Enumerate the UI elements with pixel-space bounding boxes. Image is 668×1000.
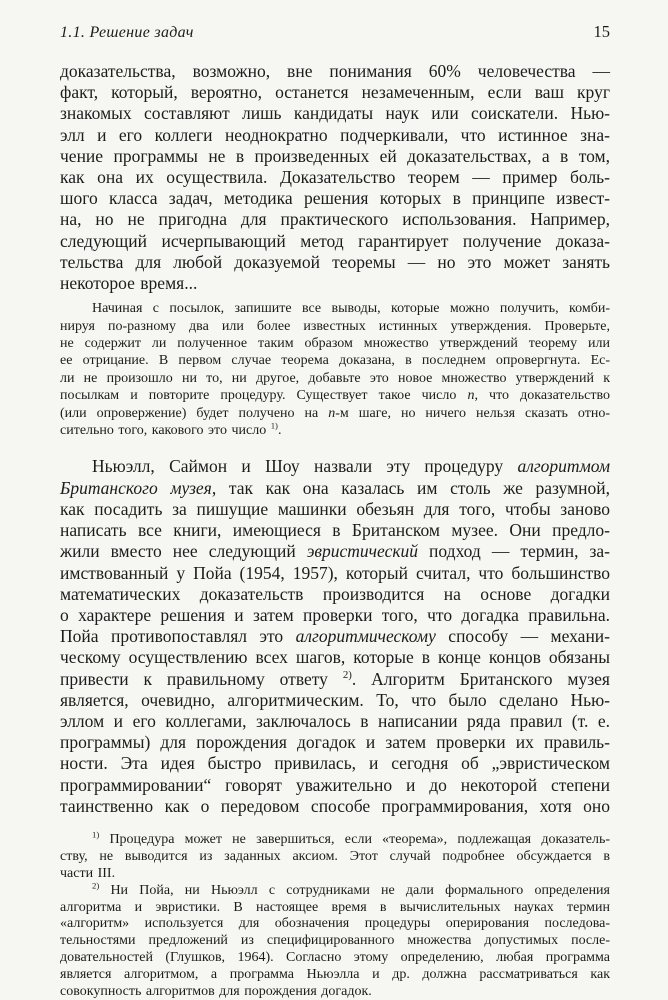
text-segment: следующий исчерпывающий метод гарантирует получение доказа- bbox=[60, 230, 610, 251]
text-line bbox=[60, 647, 610, 668]
text-line bbox=[60, 753, 610, 774]
italic-term: алгоритмом bbox=[517, 456, 610, 477]
footnote-2 bbox=[60, 880, 610, 1000]
text-line bbox=[60, 125, 610, 146]
italic-term: n bbox=[467, 388, 475, 404]
text-segment: совокупность алгоритмов для порождения догадок. bbox=[60, 984, 372, 1000]
text-segment: некоторое время... bbox=[60, 273, 198, 294]
text-line bbox=[60, 933, 610, 950]
text-line bbox=[60, 732, 610, 753]
text-segment: нируя по-разному два или более известных истинных утверждения. Проверьте, bbox=[60, 318, 610, 334]
text-segment: на, но не пригодна для практического использования. Например, bbox=[60, 209, 610, 230]
text-segment: Процедура может не завершиться, если «теорема», подлежащая доказатель- bbox=[99, 831, 610, 847]
italic-term: Британского музея bbox=[60, 477, 212, 498]
text-segment: является алгоритмом, а программа Ньюэлла и др. должна рассматриваться как bbox=[60, 967, 610, 983]
text-segment: эллом и его коллегами, заключалось в написании ряда правил (т. е. bbox=[60, 710, 610, 731]
block-quote bbox=[60, 300, 610, 439]
text-line bbox=[60, 626, 610, 647]
text-line bbox=[60, 370, 610, 387]
text-segment: имствованный у Пойа (1954, 1957), который считал, что большинство bbox=[60, 562, 610, 583]
text-line bbox=[60, 318, 610, 335]
text-segment: ческому осуществлению всех шагов, которые в конце концов обязаны bbox=[60, 647, 610, 668]
text-line bbox=[60, 520, 610, 541]
text-segment: Пойа противопоставлял это bbox=[60, 626, 296, 647]
text-line bbox=[60, 273, 610, 294]
text-line bbox=[60, 422, 610, 439]
text-line bbox=[60, 188, 610, 209]
text-segment: элл и его коллеги неоднократно подчеркивали, что истинное зна- bbox=[60, 124, 610, 145]
text-segment: является, очевидно, алгоритмическим. То, что было сделано Нью- bbox=[60, 689, 610, 710]
text-line bbox=[60, 335, 610, 352]
text-segment: сительно того, какового это число bbox=[60, 423, 271, 439]
text-line bbox=[60, 387, 610, 404]
text-segment: как она их осуществила. Доказательство теорем — пример боль- bbox=[60, 167, 610, 188]
page-number: 15 bbox=[593, 22, 610, 41]
paragraph-1 bbox=[60, 61, 610, 294]
text-segment: алгоритма и эвристики. В настоящее время в вычислительных науках термин bbox=[60, 899, 610, 915]
text-line bbox=[60, 252, 610, 273]
text-segment: ее отрицание. В первом случае теорема доказана, в последнем опровергнута. Ес- bbox=[60, 353, 610, 369]
text-segment: привести к правильному ответу bbox=[60, 668, 343, 689]
text-line bbox=[60, 61, 610, 82]
text-segment: , что доказательство bbox=[474, 388, 610, 404]
text-segment: не содержит ли полученное таким образом множество утверждений теорему или bbox=[60, 336, 610, 352]
text-segment: таинственно как о передовом способе программирования, хотя оно bbox=[60, 795, 610, 816]
text-segment: Ни Пойа, ни Ньюэлл с сотрудниками не дали формального определения bbox=[99, 882, 610, 898]
text-line bbox=[60, 103, 610, 124]
text-line bbox=[60, 900, 610, 917]
text-segment: доказательства, возможно, вне понимания 60% человечества — bbox=[60, 61, 610, 81]
text-segment: (или опровержение) будет получено на bbox=[60, 405, 329, 421]
text-line bbox=[60, 541, 610, 562]
italic-term: эвристический bbox=[306, 541, 419, 562]
text-line bbox=[60, 146, 610, 167]
text-line bbox=[60, 300, 610, 317]
text-line bbox=[60, 796, 610, 817]
text-line bbox=[60, 478, 610, 499]
text-segment: ности. Эта идея быстро привилась, и сегодня об „эвристическом bbox=[60, 753, 610, 774]
text-line bbox=[60, 405, 610, 422]
text-segment: «алгоритм» используется для обозначения процедуры оперирования последова- bbox=[60, 916, 610, 932]
text-line bbox=[60, 690, 610, 711]
footnote-marker: 2) bbox=[342, 668, 352, 681]
text-line bbox=[60, 984, 610, 1000]
text-segment: способу — механи- bbox=[435, 626, 611, 647]
text-segment: написать все книги, имеющиеся в Британском музее. Они предло- bbox=[60, 520, 610, 541]
text-segment: чение программы не в произведенных ей доказательствах, а в том, bbox=[60, 145, 610, 166]
text-line bbox=[60, 352, 610, 369]
text-segment: Начиная с посылок, запишите все выводы, которые можно получить, комби- bbox=[92, 301, 610, 317]
text-line bbox=[60, 880, 610, 900]
text-segment: жили вместо нее следующий bbox=[60, 541, 307, 562]
footnote-marker: 1) bbox=[270, 420, 278, 431]
text-segment: программировании“ говорят уважительно и до некоторой степени bbox=[60, 774, 610, 795]
text-line bbox=[60, 82, 610, 103]
italic-term: алгоритмическому bbox=[295, 626, 436, 647]
text-line bbox=[60, 669, 610, 690]
text-segment: факт, который, вероятно, останется незамеченным, если ваш круг bbox=[60, 82, 610, 103]
text-segment: Ньюэлл, Саймон и Шоу назвали эту процедуру bbox=[92, 456, 518, 477]
text-segment: знакомых составляют лишь кандидаты наук или соискатели. Нью- bbox=[60, 103, 610, 124]
text-line bbox=[60, 950, 610, 967]
text-line bbox=[60, 456, 610, 477]
text-segment: шого класса задач, методика решения которых в принципе извест- bbox=[60, 188, 610, 209]
text-segment: как посадить за пишущие машинки обезьян для того, чтобы заново bbox=[60, 498, 610, 519]
text-segment: тельностями предложений из специфицированного множества допустимых после- bbox=[60, 933, 610, 949]
footnote-1 bbox=[60, 829, 610, 883]
page-content bbox=[60, 61, 610, 1000]
text-segment: -м шаге, но ничего нельзя сказать отно- bbox=[335, 405, 611, 421]
page-header bbox=[60, 22, 610, 43]
text-segment: довательностей (Глушков, 1964). Согласно этому определению, любая программа bbox=[60, 950, 610, 966]
paragraph-2 bbox=[60, 456, 610, 816]
text-line bbox=[60, 209, 610, 230]
text-line bbox=[60, 829, 610, 849]
text-segment: , так как она казалась им столь же разумной, bbox=[211, 477, 610, 498]
text-segment: ли не произошло ни то, ни другое, добавьте это новое множество утверждений к bbox=[60, 370, 610, 386]
text-segment: математических доказательств производится на основе догадки bbox=[60, 583, 610, 604]
text-line bbox=[60, 849, 610, 866]
text-segment: . Алгоритм Британского музея bbox=[351, 668, 610, 689]
text-line bbox=[60, 167, 610, 188]
text-line bbox=[60, 499, 610, 520]
running-head: 1.1. Решение задач bbox=[60, 24, 194, 41]
text-line bbox=[60, 916, 610, 933]
text-segment: посылкам и повторите процедуру. Существует такое число bbox=[60, 388, 468, 404]
text-line bbox=[60, 605, 610, 626]
text-segment: подход — термин, за- bbox=[418, 541, 610, 562]
text-line bbox=[60, 584, 610, 605]
text-segment: . bbox=[277, 423, 282, 439]
text-segment: тельства для любой доказуемой теоремы — но это может занять bbox=[60, 251, 610, 272]
text-line bbox=[60, 967, 610, 984]
text-line bbox=[60, 563, 610, 584]
text-segment: части III. bbox=[60, 865, 116, 881]
text-segment: о характере решения и затем проверки того, что догадка правильна. bbox=[60, 604, 610, 625]
italic-term: n bbox=[328, 405, 336, 421]
text-segment: программы) для порождения догадок и затем проверки их правиль- bbox=[60, 732, 610, 753]
text-segment: ству, не выводится из заданных аксиом. Этот случай подробнее обсуждается в bbox=[60, 848, 610, 864]
text-line bbox=[60, 711, 610, 732]
text-line bbox=[60, 775, 610, 796]
footnote-marker: 2) bbox=[92, 880, 100, 890]
text-line bbox=[60, 866, 610, 883]
footnote-marker: 1) bbox=[92, 829, 100, 840]
text-line bbox=[60, 231, 610, 252]
